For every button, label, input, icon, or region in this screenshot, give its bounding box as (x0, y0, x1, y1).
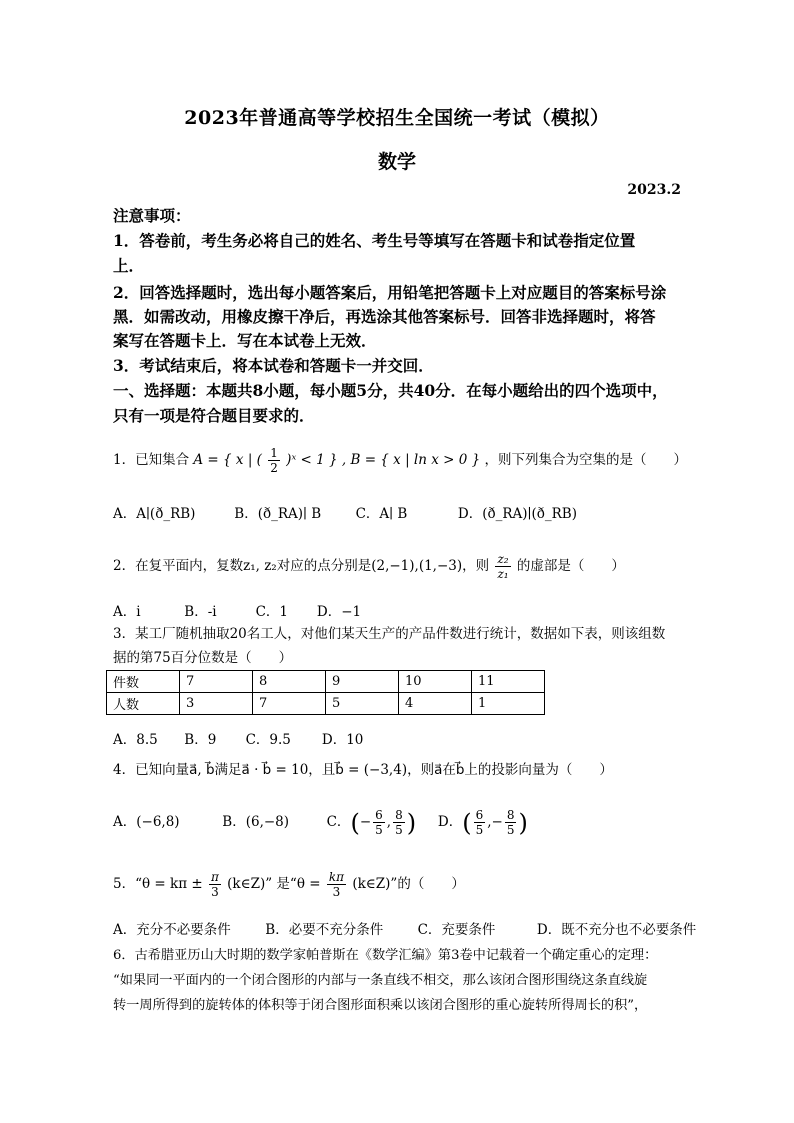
section-heading-1b: 只有一项是符合题目要求的． (113, 406, 315, 425)
q4-option-d: D．( $\frac{6}{5}$ ,− $\frac{8}{5}$ ) (437, 808, 528, 837)
page-title: 2023年普通高等学校招生全国统一考试（模拟） (184, 107, 610, 129)
q5-suffix: (k∈Z)”的（ ） (352, 876, 465, 892)
q3-options (113, 728, 363, 748)
table-cell: 9 (326, 671, 399, 693)
table-cell: 7 (253, 693, 326, 715)
q1-option-b: B．(ð_RA)∣ B (234, 506, 322, 522)
q5-mid: (k∈Z)” 是“θ = (227, 876, 321, 892)
q5-option-c: C．充要条件 (417, 922, 496, 938)
q5-option-a: A．充分不必要条件 (113, 922, 231, 938)
q6-line-1: 6．古希腊亚历山大时期的数学家帕普斯在《数学汇编》第3卷中记载着一个确定重心的定理： (113, 948, 658, 963)
q6-line-2: “如果同一平面内的一个闭合图形的内部与一条直线不相交，那么该闭合图形围绕这条直线旋 (113, 973, 648, 988)
q4-option-b: B．(6,−8) (222, 814, 290, 830)
table-cell: 5 (326, 693, 399, 715)
question-4: 4．已知向量a⃗, b⃗满足a⃗ · b⃗ = 10，且b⃗ = (−3,4)，则a⃗在b⃗上的投影向量为（ ） (113, 762, 613, 778)
table-row (107, 693, 545, 715)
notice-item-1a: 1．答卷前，考生务必将自己的姓名、考生号等填写在答题卡和试卷指定位置 (113, 231, 636, 250)
table-cell: 3 (180, 693, 253, 715)
q1-option-c: C．A∣ B (355, 506, 408, 522)
table-cell: 4 (399, 693, 472, 715)
notice-item-3: 3．考试结束后，将本试卷和答题卡一并交回． (113, 356, 434, 375)
q2-suffix: 的虚部是（ ） (516, 558, 625, 574)
q5-options (113, 918, 696, 938)
q3-line-1: 3．某工厂随机抽取20名工人，对他们某天生产的产品件数进行统计，数据如下表，则该组数 (113, 626, 666, 642)
notice-item-2b: 黑．如需改动，用橡皮擦干净后，再选涂其他答案标号．回答非选择题时，将答 (113, 307, 656, 326)
q1-option-d: D．(ð_RA)∣(ð_RB) (457, 506, 577, 522)
q1-set-a: A = { x | ( (193, 452, 262, 468)
q5-option-d: D．既不充分也不必要条件 (536, 922, 697, 938)
table-cell: 11 (472, 671, 545, 693)
q5-fraction-1: $\frac{\pi}{3}$ (210, 870, 219, 899)
q2-options (113, 600, 361, 620)
q2-option-a: A．i (113, 604, 141, 620)
q3-option-b: B．9 (184, 732, 217, 748)
table-cell: 人数 (107, 693, 180, 715)
table-cell: 10 (399, 671, 472, 693)
notice-heading: 注意事项： (113, 206, 191, 225)
notice-item-2c: 案写在答题卡上．写在本试卷上无效． (113, 331, 377, 350)
q4-option-a: A．(−6,8) (113, 814, 180, 830)
q2-option-c: C．1 (255, 604, 289, 620)
q3-option-c: C．9.5 (245, 732, 291, 748)
q1-set-a-tail: )ˣ < 1 } (286, 452, 338, 468)
question-2 (113, 552, 683, 581)
q3-line-2: 据的第75百分位数是（ ） (113, 650, 293, 666)
notice-item-1b: 上． (113, 256, 145, 275)
q1-options (113, 502, 577, 522)
q2-fraction: $\frac{\text{z₂}}{\text{z₁}}$ (497, 552, 509, 581)
subject-title: 数学 (377, 151, 416, 173)
q2-prefix: 2．在复平面内，复数z₁, z₂对应的点分别是(2,−1),(1,−3)，则 (113, 558, 490, 574)
q1-fraction: $\frac{1}{2}$ (270, 446, 278, 475)
q1-set-b: , B = { x | ln x > 0 } (341, 452, 481, 468)
q5-prefix: 5．“θ = kπ ± (113, 876, 203, 892)
question-1 (113, 446, 688, 475)
q1-option-a: A．A∣(ð_RB) (113, 506, 196, 522)
q5-option-b: B．必要不充分条件 (265, 922, 384, 938)
exam-date: 2023.2 (627, 182, 681, 198)
q3-option-a: A．8.5 (113, 732, 158, 748)
notice-item-2a: 2．回答选择题时，选出每小题答案后，用铅笔把答题卡上对应题目的答案标号涂 (113, 283, 667, 302)
q1-suffix: ，则下列集合为空集的是（ ） (484, 452, 688, 468)
q4-options (113, 808, 528, 837)
q2-option-b: B．-i (184, 604, 217, 620)
section-heading-1a: 一、选择题：本题共8小题，每小题5分，共40分．在每小题给出的四个选项中， (113, 381, 668, 400)
q5-fraction-2: $\frac{k\pi}{3}$ (328, 870, 345, 899)
q1-prefix: 1．已知集合 (113, 452, 190, 468)
q3-data-table (106, 670, 545, 715)
table-cell: 件数 (107, 671, 180, 693)
question-5 (113, 870, 683, 899)
table-cell: 8 (253, 671, 326, 693)
table-row (107, 671, 545, 693)
q4-option-c: C．(− $\frac{6}{5}$ , $\frac{8}{5}$ ) (326, 808, 417, 837)
table-cell: 7 (180, 671, 253, 693)
table-cell: 1 (472, 693, 545, 715)
q2-option-d: D．−1 (316, 604, 362, 620)
q6-line-3: 转一周所得到的旋转体的体积等于闭合图形面积乘以该闭合图形的重心旋转所得周长的积”， (113, 998, 648, 1013)
q3-option-d: D．10 (321, 732, 364, 748)
